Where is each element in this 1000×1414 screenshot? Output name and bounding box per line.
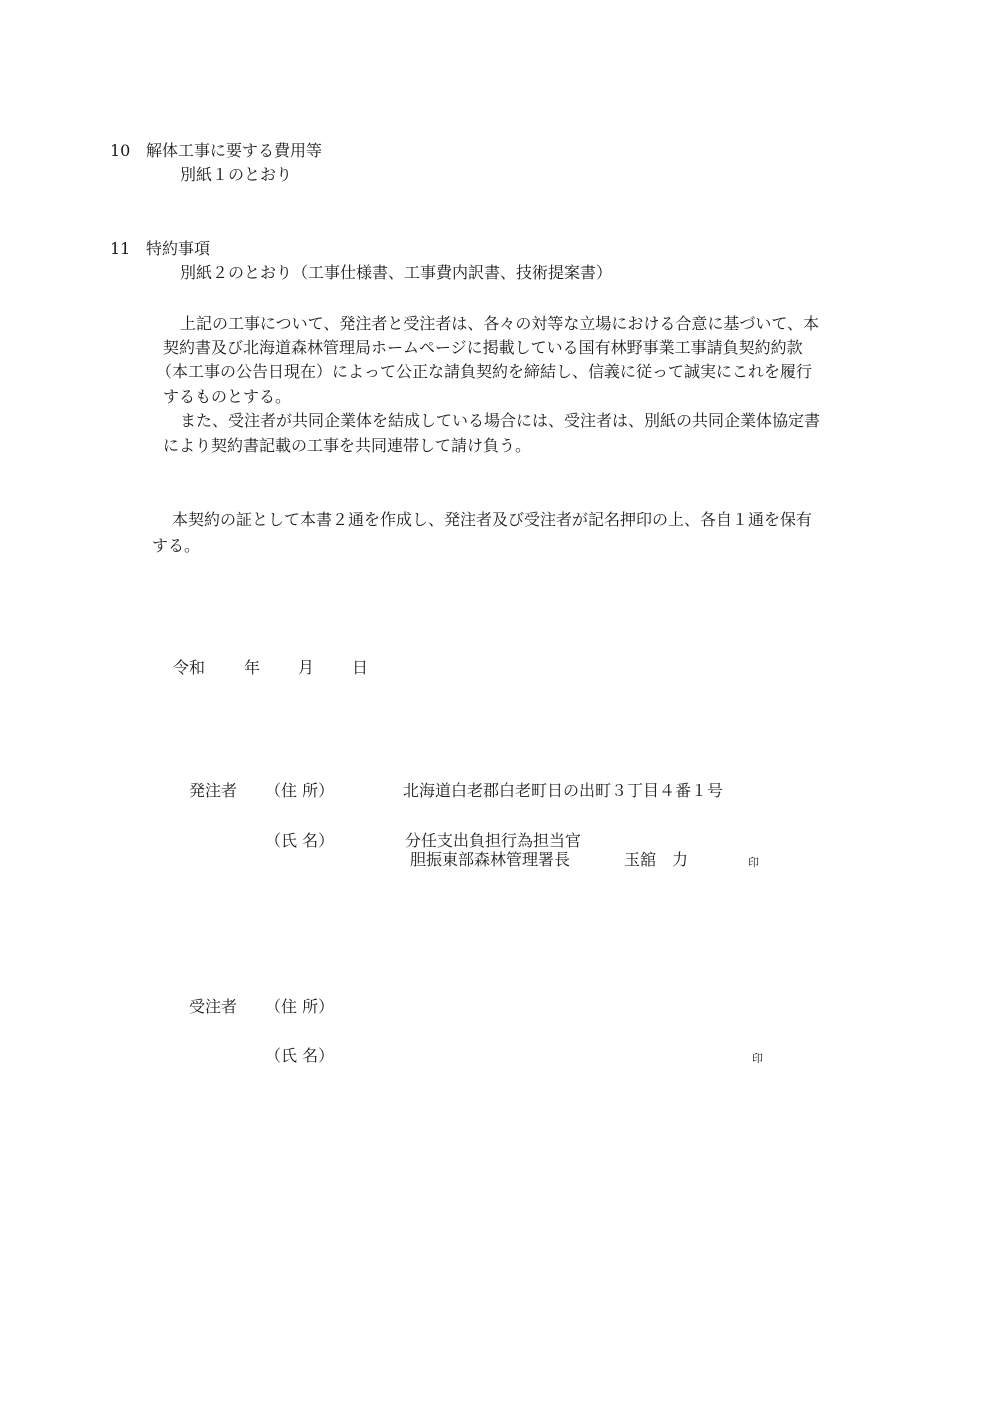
paragraph1-line1: 上記の工事について、発注者と受注者は、各々の対等な立場における合意に基づいて、本 xyxy=(180,314,820,333)
paragraph1-line2: 契約書及び北海道森林管理局ホームページに掲載している国有林野事業工事請負契約約款 xyxy=(163,338,803,357)
section11-heading: 特約事項 xyxy=(146,239,211,258)
contractor-name-label: （氏 名） xyxy=(265,1046,335,1065)
orderer-seal-mark: 印 xyxy=(748,856,759,869)
date-month: 月 xyxy=(298,658,315,677)
orderer-address-label: （住 所） xyxy=(265,781,335,800)
date-era: 令和 xyxy=(173,658,206,677)
orderer-label: 発注者 xyxy=(189,781,238,800)
paragraph1-line4: するものとする。 xyxy=(163,387,292,406)
paragraph1-line3: （本工事の公告日現在）によって公正な請負契約を締結し、信義に従って誠実にこれを履行 xyxy=(156,362,813,381)
date-year: 年 xyxy=(244,658,261,677)
paragraph3-line1: 本契約の証として本書２通を作成し、発注者及び受注者が記名押印の上、各自１通を保有 xyxy=(172,510,813,529)
orderer-person: 玉舘 力 xyxy=(624,850,689,869)
orderer-address: 北海道白老郡白老町日の出町３丁目４番１号 xyxy=(403,781,724,800)
paragraph2-line1: また、受注者が共同企業体を結成している場合には、受注者は、別紙の共同企業体協定書 xyxy=(180,411,821,430)
orderer-title: 分任支出負担行為担当官 xyxy=(405,831,582,850)
section10-number: 10 xyxy=(110,141,131,160)
contractor-label: 受注者 xyxy=(189,997,238,1016)
paragraph2-line2: により契約書記載の工事を共同連帯して請け負う。 xyxy=(163,436,532,455)
contractor-address-label: （住 所） xyxy=(265,997,335,1016)
orderer-office: 胆振東部森林管理署長 xyxy=(410,850,571,869)
section11-number: 11 xyxy=(110,239,131,258)
date-day: 日 xyxy=(352,658,369,677)
section10-heading: 解体工事に要する費用等 xyxy=(146,141,323,160)
paragraph3-line2: する。 xyxy=(152,536,201,555)
section11-body: 別紙２のとおり（工事仕様書、工事費内訳書、技術提案書） xyxy=(180,263,613,282)
contractor-seal-mark: 印 xyxy=(752,1052,763,1065)
orderer-name-label: （氏 名） xyxy=(265,831,335,850)
section10-body: 別紙１のとおり xyxy=(180,165,293,184)
